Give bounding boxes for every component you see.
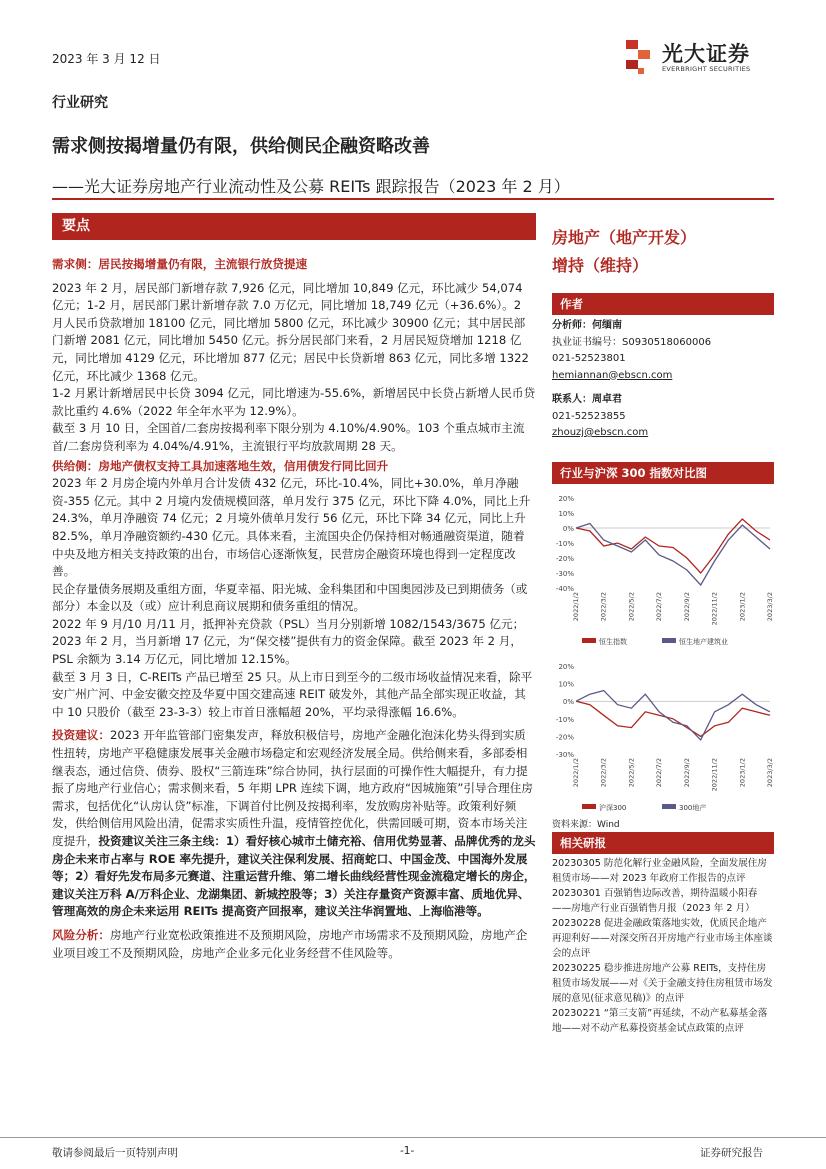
title-divider — [52, 198, 774, 200]
research-item[interactable]: 20230301 百强销售边际改善，期待温暖小阳春——房地产行业百强销售月报（2023 年 2 月） — [552, 888, 758, 914]
sector-name: 房地产（地产开发） — [552, 228, 697, 247]
supply-para-2: 民企存量债务展期及重组方面，华夏幸福、阳光城、金科集团和中国奥园涉及已到期债务（或部分）本金以及（或）应计利息商议展期和债务重组的情况。 — [52, 581, 528, 614]
supply-para-1: 2023 年 2 月房企境内外单月合计发债 432 亿元，环比-10.4%，同比+30.0%，单月净融资-355 亿元。其中 2 月境内发债规模回落，单月发行 375 亿元，环比下降 4.0%，同比上升 24.3%，单月净融资 74 亿元；2 月境外债单月发行 56 亿元，环比下降 34 亿元，同比上升 82.5%，单月净融资额约-430 亿元。具体来看，主流国央企仍保持相对畅通融资渠道，随着中央及地方相关支持政策的出台，市场信心逐渐恢复，民营房企融资环境也得到一定程度改善。 — [52, 476, 531, 579]
investment-text: 2023 开年监管部门密集发声，释放积极信号，房地产金融化泡沫化势头得到实质性扭转，房地产平稳健康发展事关金融市场稳定和宏观经济发展全局。供给侧来看，多部委相继表态，通过信贷、债券、股权“三箭连珠”综合协同，执行层面的可操作性大幅提升，有力提振了房地产行业信心；需求侧来看，5 年期 LPR 连续下调，地方政府“因城施策”引导合理住房需求，包括优化“认房认贷”标准，下调首付比例及按揭利率，发放购房补贴等。政策利好频发，供给侧信用风险出清，促需求实质性升温，疫情管控优化，供需回暖可期，资本市场关注度提升， — [52, 728, 533, 848]
logo-text-cn: 光大证券 — [662, 42, 750, 66]
chart-csi300 — [552, 660, 774, 816]
y-tick-label: 0% — [562, 698, 574, 707]
contact-name: 联系人：周卓君 — [552, 394, 622, 405]
investment-label: 投资建议： — [52, 728, 110, 743]
supply-para-3: 2022 年 9 月/10 月/11 月，抵押补充贷款（PSL）当月分别新增 1082/1543/3675 亿元；2023 年 2 月，当月新增 17 亿元，为“保交楼”提供有力的资金保障。截至 2023 年 2 月，PSL 余额为 3.14 万亿元，同比增加 12.15%。 — [52, 616, 525, 667]
legend-label: 恒生指数 — [599, 638, 627, 646]
footer-label: 证券研究报告 — [700, 1147, 763, 1159]
footer-disclaimer: 敬请参阅最后一页特别声明 — [52, 1147, 178, 1159]
x-tick-label: 2022/1/2 — [572, 592, 580, 622]
x-tick-label: 2022/9/2 — [682, 592, 691, 622]
report-title: 需求侧按揭增量仍有限，供给侧民企融资略改善 — [52, 136, 430, 157]
sector-rating — [552, 224, 696, 280]
chart-hsi-svg — [552, 492, 774, 650]
y-tick-label: -30% — [555, 751, 574, 759]
y-tick-label: -20% — [555, 733, 574, 742]
y-tick-label: -40% — [555, 585, 574, 593]
x-tick-label: 2022/7/2 — [655, 592, 664, 622]
contact-email[interactable]: zhouzj@ebscn.com — [552, 427, 649, 438]
legend-swatch — [582, 638, 596, 643]
risk-paragraph — [52, 927, 536, 962]
research-item[interactable]: 20230221 “第三支箭”再延续，不动产私募基金落地——对不动产私募投资基金试点政策的点评 — [552, 1008, 768, 1034]
series-line — [576, 691, 770, 740]
x-tick-label: 2023/3/2 — [766, 592, 774, 622]
report-type: 行业研究 — [52, 95, 108, 111]
chart-hsi — [552, 492, 774, 650]
everbright-logo-icon — [624, 36, 654, 76]
section-heading-demand: 需求侧：居民按揭增量仍有限，主流银行放贷提速 — [52, 257, 308, 271]
legend-swatch — [582, 804, 596, 809]
legend-label: 沪深300 — [599, 804, 627, 812]
x-tick-label: 2022/5/2 — [627, 758, 636, 788]
series-line — [576, 524, 770, 586]
logo-text-en: EVERBRIGHT SECURITIES — [662, 65, 751, 73]
demand-para-3: 截至 3 月 10 日，全国首/二套房按揭利率下限分别为 4.10%/4.90%。103 个重点城市主流首/二套房贷利率为 4.04%/4.91%，主流银行平均放款周期 28 天。 — [52, 421, 525, 453]
page-number: -1- — [400, 1145, 415, 1157]
footer-divider — [0, 1137, 826, 1138]
research-header: 相关研报 — [552, 832, 774, 854]
investment-bold-text: 投资建议关注三条主线：1）看好核心城市土储充裕、信用优势显著、品牌优秀的龙头房企未来市占率与 ROE 率先提升，建议关注保利发展、招商蛇口、中国金茂、中国海外发展等；2）看好先发布局多元赛道、注重运营升维、第二增长曲线经营性现金流稳定增长的房企，建议关注万科 A/万科企业、龙湖集团、新城控股等；3）关注存量资产资源丰富、质地优异、管理高效的房企未来运用 REITs 提高资产回报率，建议关注华润置地、上海临港等。 — [52, 834, 536, 919]
x-tick-label: 2022/3/2 — [599, 758, 608, 788]
analyst-license: 执业证书编号：S0930518060006 — [552, 336, 712, 348]
research-item[interactable]: 20230305 防范化解行业金融风险，全面发展住房租赁市场——对 2023 年政府工作报告的点评 — [552, 858, 767, 884]
contact-phone: 021-52523855 — [552, 410, 626, 422]
y-tick-label: 20% — [558, 495, 574, 503]
x-tick-label: 2022/7/2 — [655, 758, 664, 788]
demand-para-2: 1-2 月累计新增居民中长贷 3094 亿元，同比增速为-55.6%，新增居民中长贷占新增人民币贷款比重约 4.6%（2022 年全年水平为 12.9%）。 — [52, 386, 536, 418]
research-item[interactable]: 20230225 稳步推进房地产公募 REITs，支持住房租赁市场发展——对《关于金融支持住房租赁市场发展的意见(征求意见稿)》的点评 — [552, 963, 773, 1004]
investment-paragraph — [52, 727, 536, 921]
y-tick-label: -10% — [555, 540, 574, 548]
research-item[interactable]: 20230228 促进金融政策落地实效，优质民企地产再迎利好——对深交所召开房地产行业市场主体座谈会的点评 — [552, 918, 773, 959]
report-date: 2023 年 3 月 12 日 — [52, 52, 161, 66]
y-tick-label: -10% — [555, 715, 574, 724]
x-tick-label: 2022/11/2 — [710, 592, 719, 626]
legend-label: 恒生地产建筑业 — [679, 638, 728, 646]
x-tick-label: 2023/1/2 — [738, 758, 747, 788]
section-heading-supply: 供给侧：房地产债权支持工具加速落地生效，信用债发行同比回升 — [52, 458, 389, 473]
y-tick-label: -30% — [555, 570, 574, 578]
x-tick-label: 2022/11/2 — [710, 758, 719, 792]
y-tick-label: 20% — [558, 663, 574, 671]
analyst-name: 分析师：何缅南 — [552, 320, 622, 331]
author-header: 作者 — [552, 293, 774, 315]
y-tick-label: 10% — [558, 510, 574, 518]
x-tick-label: 2022/5/2 — [627, 592, 636, 622]
company-logo — [624, 36, 774, 78]
risk-label: 风险分析： — [52, 927, 110, 942]
demand-para-1: 2023 年 2 月，居民部门新增存款 7,926 亿元，同比增加 10,849 亿元，环比减少 54,074 亿元；1-2 月，居民部门累计新增存款 7.0 万亿元，同比增加 18,749 亿元（+36.6%）。2 月人民币贷款增加 18100 亿元，同比增加 5800 亿元，环比减少 30900 亿元；其中居民部门新增 2081 亿元，同比增加 5450 亿元。拆分居民部门来看，2 月居民短贷增加 1218 亿元，同比增加 4129 亿元，环比增加 877 亿元；居民中长贷新增 863 亿元，同比多增 1322 亿元，环比减少 1368 亿元。 — [52, 280, 529, 383]
y-tick-label: -20% — [555, 555, 574, 563]
x-tick-label: 2022/9/2 — [682, 758, 691, 788]
chart-csi300-svg — [552, 660, 774, 816]
legend-swatch — [662, 638, 676, 643]
author-block — [552, 318, 774, 442]
legend-swatch — [662, 804, 676, 809]
report-subtitle: ——光大证券房地产行业流动性及公募 REITs 跟踪报告（2023 年 2 月） — [52, 177, 570, 196]
rating: 增持（维持） — [552, 256, 649, 275]
research-list — [552, 856, 774, 1036]
chart-header: 行业与沪深 300 指数对比图 — [552, 462, 774, 484]
main-content — [52, 256, 536, 962]
x-tick-label: 2022/3/2 — [599, 592, 608, 622]
analyst-email[interactable]: hemiannan@ebscn.com — [552, 369, 673, 381]
key-points-header: 要点 — [52, 213, 536, 240]
y-tick-label: 0% — [562, 525, 574, 533]
risk-text: 房地产行业宽松政策推进不及预期风险，房地产市场需求不及预期风险，房地产企业项目竣工不及预期风险，房地产企业多元化业务经营不佳风险等。 — [52, 927, 528, 960]
x-tick-label: 2023/1/2 — [738, 592, 747, 622]
y-tick-label: 10% — [558, 680, 574, 689]
x-tick-label: 2022/1/2 — [572, 758, 580, 788]
analyst-phone: 021-52523801 — [552, 353, 626, 364]
series-line — [576, 701, 770, 736]
supply-para-4: 截至 3 月 3 日，C-REITs 产品已增至 25 只。从上市日到至今的二级市场收益情况来看，除平安广州广河、中金安徽交控及华夏中国交建高速 REIT 破发外，其他产品全部实现正收益，其中 10 只股价（截至 23-3-3）较上市首日涨幅超 20%，平均录得涨幅 16.6%。 — [52, 669, 533, 719]
x-tick-label: 2023/3/2 — [766, 758, 774, 788]
legend-label: 300地产 — [679, 804, 707, 812]
chart-source: 资料来源：Wind — [552, 820, 620, 830]
